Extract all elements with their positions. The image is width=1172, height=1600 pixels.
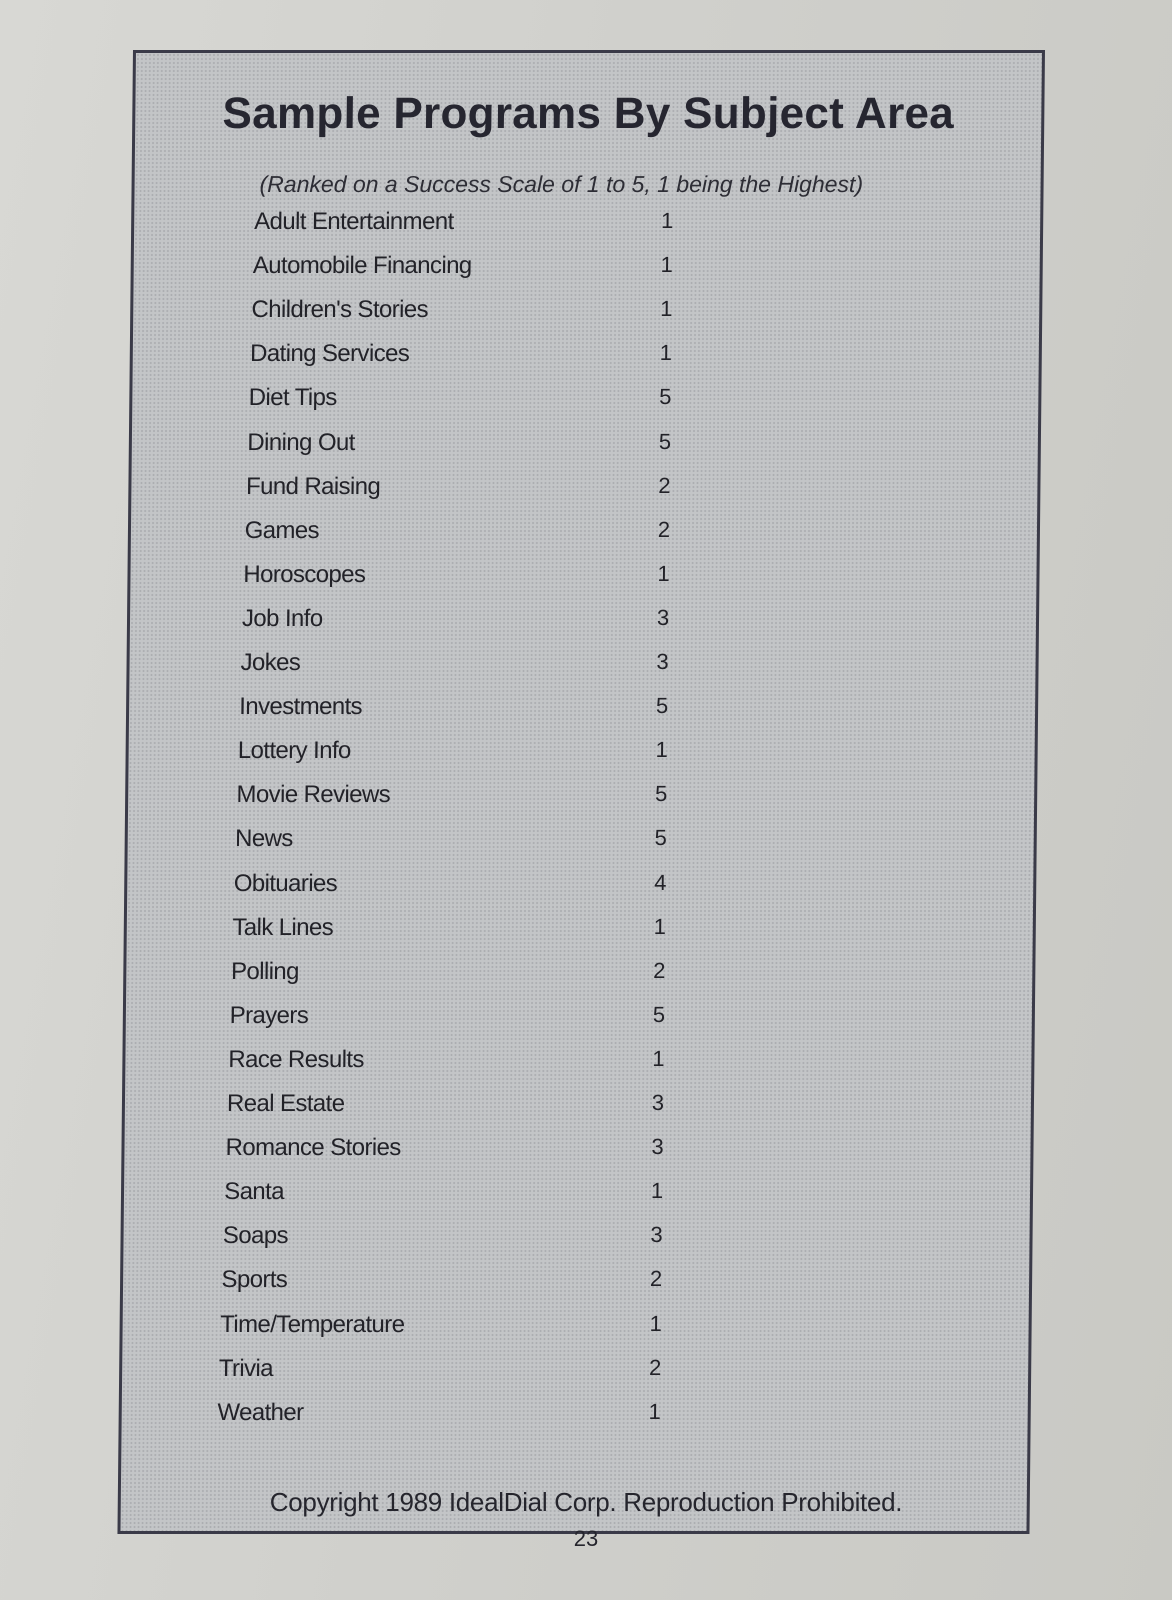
success-rank: 2 (648, 1354, 662, 1380)
success-rank: 3 (651, 1090, 665, 1115)
table-row (130, 561, 1036, 601)
subject-label: Sports (221, 1266, 288, 1294)
table-row (132, 429, 1038, 469)
subject-label: Investments (239, 693, 363, 721)
table-row (127, 825, 1033, 865)
success-rank: 1 (648, 1398, 662, 1424)
table-row (127, 870, 1033, 910)
success-rank: 3 (656, 649, 669, 674)
table-row (125, 1046, 1031, 1086)
success-rank: 3 (656, 604, 670, 630)
table-row (128, 781, 1034, 821)
table-row (122, 1355, 1028, 1395)
table-row (128, 737, 1034, 777)
success-rank: 2 (653, 957, 666, 983)
success-rank: 1 (660, 296, 673, 322)
subject-label: Romance Stories (225, 1134, 401, 1162)
subject-label: Race Results (228, 1045, 364, 1073)
success-rank: 2 (658, 472, 671, 498)
success-rank: 1 (650, 1178, 664, 1204)
subject-label: Time/Temperature (220, 1310, 405, 1338)
success-rank: 2 (649, 1266, 663, 1292)
table-row (131, 517, 1037, 557)
subject-label: Dating Services (249, 340, 410, 368)
success-rank: 5 (654, 781, 668, 807)
subject-label: Job Info (241, 604, 323, 632)
copyright-notice: Copyright 1989 IdealDial Corp. Reproduction Prohibited. (269, 1487, 903, 1517)
ranking-note: (Ranked on a Success Scale of 1 to 5, 1 being the Highest) (259, 171, 864, 197)
table-row (124, 1134, 1030, 1174)
table-row (131, 473, 1037, 513)
success-rank: 3 (651, 1134, 664, 1160)
success-rank: 1 (659, 340, 673, 366)
page-title: Sample Programs By Subject Area (222, 89, 955, 138)
success-rank: 1 (649, 1310, 662, 1336)
subject-label: Trivia (218, 1354, 274, 1382)
subject-label: Obituaries (233, 869, 338, 897)
success-rank: 4 (654, 869, 667, 895)
table-row (123, 1222, 1029, 1262)
table-row (124, 1178, 1030, 1218)
success-rank: 1 (660, 252, 674, 278)
success-rank: 3 (650, 1222, 663, 1248)
table-row (126, 1002, 1032, 1042)
success-rank: 5 (658, 428, 672, 454)
subject-label: Talk Lines (232, 913, 334, 941)
table-row (134, 208, 1040, 248)
subject-label: Jokes (240, 649, 301, 676)
subject-label: Lottery Info (237, 737, 351, 765)
subject-label: Fund Raising (245, 472, 381, 500)
table-row (127, 914, 1033, 954)
table-row (125, 1090, 1031, 1130)
subject-label: Games (244, 516, 320, 544)
page-number: 23 (573, 1526, 599, 1551)
success-rank: 1 (652, 1045, 665, 1071)
subject-label: Automobile Financing (252, 252, 472, 280)
subject-label: Soaps (222, 1222, 289, 1250)
subject-label: Prayers (229, 1001, 309, 1029)
subject-label: Weather (217, 1398, 304, 1426)
table-row (126, 958, 1032, 998)
subject-label: Diet Tips (248, 384, 337, 412)
programs-table-frame (117, 50, 1045, 1534)
table-row (122, 1311, 1028, 1351)
table-row (123, 1266, 1029, 1306)
success-rank: 1 (653, 913, 667, 939)
success-rank: 5 (655, 693, 669, 719)
subject-label: Movie Reviews (236, 781, 391, 809)
table-row (132, 384, 1038, 424)
table-row (133, 296, 1039, 336)
table-row (129, 693, 1035, 733)
table-row (121, 1399, 1027, 1439)
subject-label: Dining Out (247, 428, 355, 456)
table-row (130, 605, 1036, 645)
success-rank: 5 (652, 1001, 666, 1027)
success-rank: 5 (659, 384, 672, 410)
subject-label: Polling (230, 957, 300, 985)
subject-label: Children's Stories (251, 296, 429, 324)
subject-label: Santa (224, 1178, 285, 1206)
subject-label: Real Estate (226, 1090, 345, 1117)
success-rank: 2 (657, 516, 671, 542)
table-row (129, 649, 1035, 689)
table-row (133, 252, 1039, 292)
success-rank: 1 (655, 737, 668, 763)
success-rank: 1 (660, 208, 674, 233)
subject-label: News (234, 825, 293, 853)
success-rank: 1 (657, 560, 670, 586)
subject-label: Horoscopes (243, 560, 366, 588)
table-row (133, 340, 1039, 380)
success-rank: 5 (654, 825, 668, 851)
subject-label: Adult Entertainment (254, 208, 454, 235)
